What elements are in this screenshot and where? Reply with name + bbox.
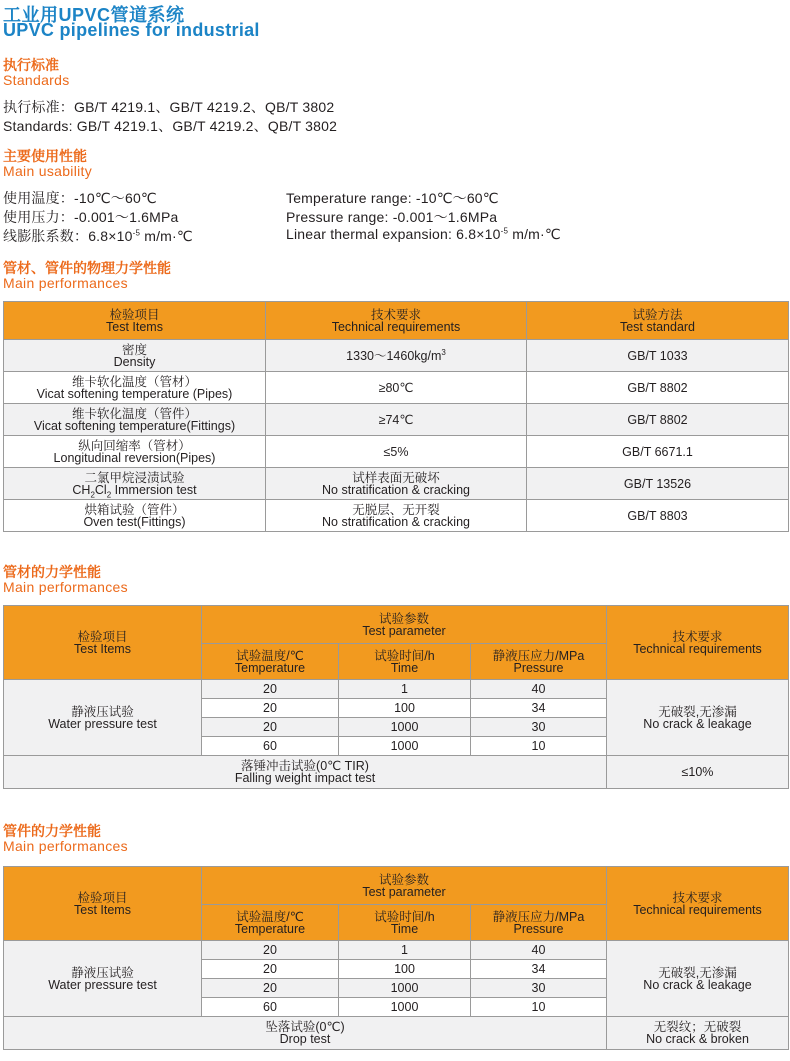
physical-col-req: 技术要求 Technical requirements [266, 302, 527, 340]
fittings-table [3, 866, 789, 1050]
fittings-subcol-time: 试验时间/h Time [339, 905, 471, 941]
table-row [4, 1017, 789, 1050]
fittings-pressure: 40 [471, 941, 607, 960]
physical-std: GB/T 8802 [527, 404, 789, 436]
pipes-time: 1 [339, 680, 471, 699]
pipes-temp: 20 [202, 718, 339, 737]
standards-heading-cn: 执行标准 [3, 57, 59, 73]
pipes-pressure: 40 [471, 680, 607, 699]
pipes-table [3, 605, 789, 789]
physical-req: 无脱层、无开裂 No stratification & cracking [266, 500, 527, 532]
pipes-temp: 20 [202, 699, 339, 718]
pipes-time: 1000 [339, 737, 471, 756]
table-row [4, 340, 789, 372]
standards-line-cn: 执行标准：GB/T 4219.1、GB/T 4219.2、QB/T 3802 [3, 99, 335, 115]
fittings-subcol-pressure: 静液压应力/MPa Pressure [471, 905, 607, 941]
pipes-time: 100 [339, 699, 471, 718]
physical-std: GB/T 6671.1 [527, 436, 789, 468]
table-row [4, 680, 789, 699]
table-row [4, 756, 789, 789]
physical-item: 纵向回缩率（管材） Longitudinal reversion(Pipes) [4, 436, 266, 468]
fittings-heading-en: Main performances [3, 838, 128, 854]
fittings-water-test: 静液压试验 Water pressure test [4, 941, 202, 1017]
pipes-col-param: 试验参数 Test parameter [202, 606, 607, 644]
fittings-col-req: 技术要求 Technical requirements [607, 867, 789, 941]
fittings-time: 1000 [339, 979, 471, 998]
usability-temp-cn: 使用温度：-10℃～60℃ [3, 190, 157, 206]
page-title-cn: 工业用UPVC管道系统 [3, 5, 185, 25]
table-row [4, 436, 789, 468]
fittings-subcol-temp: 试验温度/℃ Temperature [202, 905, 339, 941]
table-row [4, 372, 789, 404]
pipes-col-req: 技术要求 Technical requirements [607, 606, 789, 680]
physical-item: 二氯甲烷浸渍试验 $CH_2Cl_2$ Immersion test [4, 468, 266, 500]
pipes-col-item: 检验项目 Test Items [4, 606, 202, 680]
pipes-subcol-time: 试验时间/h Time [339, 644, 471, 680]
usability-pressure-cn: 使用压力：-0.001～1.6MPa [3, 209, 179, 225]
fittings-col-param: 试验参数 Test parameter [202, 867, 607, 905]
usability-expansion-en: Linear thermal expansion: $6.8\times 10^{-5}$ m/m·℃ [286, 226, 561, 242]
usability-pressure-en: Pressure range: -0.001～1.6MPa [286, 209, 498, 225]
fittings-heading-cn: 管件的力学性能 [3, 823, 101, 839]
usability-heading-en: Main usability [3, 163, 93, 179]
fittings-temp: 20 [202, 960, 339, 979]
fittings-drop-req: 无裂纹；无破裂 No crack & broken [607, 1017, 789, 1050]
fittings-water-req: 无破裂,无渗漏 No crack & leakage [607, 941, 789, 1017]
fittings-time: 1 [339, 941, 471, 960]
physical-std: GB/T 1033 [527, 340, 789, 372]
usability-temp-en: Temperature range: -10℃～60℃ [286, 190, 499, 206]
standards-heading-en: Standards [3, 72, 70, 88]
physical-heading-en: Main performances [3, 275, 128, 291]
page-title-en: UPVC pipelines for industrial [3, 20, 260, 40]
physical-req: $1330\sim 1460kg/m^3$ [266, 340, 527, 372]
pipes-impact-test: 落锤冲击试验(0℃ TIR) Falling weight impact test [4, 756, 607, 789]
table-row [4, 468, 789, 500]
pipes-pressure: 34 [471, 699, 607, 718]
fittings-pressure: 34 [471, 960, 607, 979]
physical-item: 维卡软化温度（管材） Vicat softening temperature (Pipes) [4, 372, 266, 404]
physical-req: ≥74℃ [266, 404, 527, 436]
physical-item: 烘箱试验（管件） Oven test(Fittings) [4, 500, 266, 532]
pipes-temp: 20 [202, 680, 339, 699]
physical-heading-cn: 管材、管件的物理力学性能 [3, 260, 171, 276]
physical-col-std: 试验方法 Test standard [527, 302, 789, 340]
physical-std: GB/T 8802 [527, 372, 789, 404]
pipes-pressure: 30 [471, 718, 607, 737]
physical-item: 密度 Density [4, 340, 266, 372]
fittings-drop-test: 坠落试验(0℃) Drop test [4, 1017, 607, 1050]
fittings-temp: 20 [202, 941, 339, 960]
pipes-pressure: 10 [471, 737, 607, 756]
pipes-time: 1000 [339, 718, 471, 737]
pipes-subcol-pressure: 静液压应力/MPa Pressure [471, 644, 607, 680]
pipes-subcol-temp: 试验温度/℃ Temperature [202, 644, 339, 680]
fittings-pressure: 30 [471, 979, 607, 998]
fittings-temp: 60 [202, 998, 339, 1017]
pipes-water-test: 静液压试验 Water pressure test [4, 680, 202, 756]
pipes-water-req: 无破裂,无渗漏 No crack & leakage [607, 680, 789, 756]
fittings-pressure: 10 [471, 998, 607, 1017]
pipes-impact-req: ≤10% [607, 756, 789, 789]
physical-table [3, 301, 789, 532]
physical-req: 试样表面无破坏 No stratification & cracking [266, 468, 527, 500]
fittings-temp: 20 [202, 979, 339, 998]
table-row [4, 500, 789, 532]
fittings-col-item: 检验项目 Test Items [4, 867, 202, 941]
pipes-heading-cn: 管材的力学性能 [3, 564, 101, 580]
fittings-time: 1000 [339, 998, 471, 1017]
fittings-time: 100 [339, 960, 471, 979]
physical-col-item: 检验项目 Test Items [4, 302, 266, 340]
pipes-heading-en: Main performances [3, 579, 128, 595]
physical-std: GB/T 13526 [527, 468, 789, 500]
usability-expansion-cn: 线膨胀系数：$6.8\times 10^{-5}$ m/m·℃ [3, 228, 193, 244]
usability-heading-cn: 主要使用性能 [3, 148, 87, 164]
table-row [4, 941, 789, 960]
physical-req: ≤5% [266, 436, 527, 468]
physical-req: ≥80℃ [266, 372, 527, 404]
table-row [4, 404, 789, 436]
pipes-temp: 60 [202, 737, 339, 756]
standards-line-en: Standards: GB/T 4219.1、GB/T 4219.2、QB/T 3802 [3, 118, 338, 134]
physical-std: GB/T 8803 [527, 500, 789, 532]
physical-item: 维卡软化温度（管件） Vicat softening temperature(Fittings) [4, 404, 266, 436]
